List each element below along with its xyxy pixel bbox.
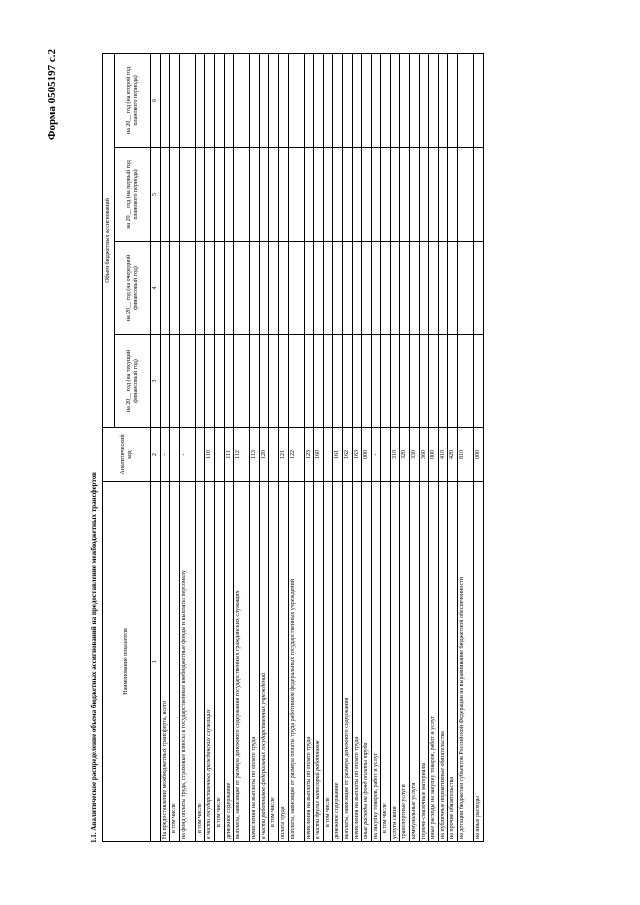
table-row [269, 53, 279, 841]
value-cell [179, 335, 195, 428]
value-cell [438, 53, 448, 147]
value-cell [352, 53, 362, 147]
value-cell [333, 335, 343, 428]
value-cell [160, 148, 170, 242]
row-name: на прочие обязательства [448, 482, 458, 842]
value-cell [205, 335, 215, 428]
value-cell [323, 335, 333, 428]
row-name: коммунальные услуги [410, 482, 420, 842]
value-cell [381, 53, 391, 147]
value-cell [352, 335, 362, 428]
value-cell [278, 53, 288, 147]
value-cell [448, 335, 458, 428]
table-row [342, 53, 352, 841]
table-row [429, 53, 439, 841]
value-cell [278, 148, 288, 242]
row-code: - [179, 428, 195, 482]
header-col5: на 20__ год (на первый год планового периода) [115, 148, 151, 242]
value-cell [304, 242, 314, 335]
row-name: услуги связи [390, 482, 400, 842]
table-row [352, 53, 362, 841]
column-number: 1 [151, 482, 161, 842]
row-name: на фонд оплаты труда, страховые взносы в государственные внебюджетные фонды и выплаты персоналу [179, 482, 195, 842]
value-cell [410, 53, 420, 147]
table-row [438, 53, 448, 841]
row-code: 000 [362, 428, 372, 482]
value-cell [179, 148, 195, 242]
value-cell [214, 53, 224, 147]
value-cell [288, 148, 304, 242]
row-code: 120 [259, 428, 269, 482]
value-cell [195, 335, 205, 428]
value-cell [381, 242, 391, 335]
row-code: 420 [448, 428, 458, 482]
header-name: Наименование показателя [103, 482, 151, 842]
value-cell [250, 53, 260, 147]
value-cell [342, 148, 352, 242]
row-code [195, 428, 205, 482]
value-cell [352, 148, 362, 242]
value-cell [400, 148, 410, 242]
table-row [214, 53, 224, 841]
row-name: в части государственных гражданских служащих [205, 482, 215, 842]
row-code: - [160, 428, 170, 482]
column-number: 2 [151, 428, 161, 482]
row-code: 810 [458, 428, 474, 482]
row-name: оплата труда [278, 482, 288, 842]
value-cell [458, 242, 474, 335]
value-cell [333, 53, 343, 147]
row-code: 330 [410, 428, 420, 482]
row-code: 111 [224, 428, 234, 482]
value-cell [160, 53, 170, 147]
row-name: На предоставление межбюджетных трансферта, всего [160, 482, 170, 842]
value-cell [259, 53, 269, 147]
row-name: денежное содержание [333, 482, 343, 842]
row-name: начисления на выплаты по оплате труда [250, 482, 260, 842]
row-code: 320 [400, 428, 410, 482]
value-cell [342, 53, 352, 147]
row-code: 360 [419, 428, 429, 482]
value-cell [288, 242, 304, 335]
value-cell [323, 148, 333, 242]
value-cell [429, 242, 439, 335]
value-cell [429, 53, 439, 147]
value-cell [234, 242, 250, 335]
table-row [205, 53, 215, 841]
table-row [195, 53, 205, 841]
value-cell [362, 148, 372, 242]
value-cell [269, 148, 279, 242]
value-cell [419, 242, 429, 335]
row-code: 123 [304, 428, 314, 482]
value-cell [448, 242, 458, 335]
value-cell [474, 335, 484, 428]
value-cell [438, 242, 448, 335]
row-code: - [371, 428, 381, 482]
value-cell [419, 53, 429, 147]
row-name: иные расходы на фонд оплаты труда [362, 482, 372, 842]
row-name: начисления на выплаты по оплате труда [352, 482, 362, 842]
row-name: выплаты, зависящие от размера оплаты труда работников федеральных государственных учреждений [288, 482, 304, 842]
row-name: в том числе [214, 482, 224, 842]
value-cell [288, 335, 304, 428]
table-body [160, 53, 483, 841]
value-cell [438, 335, 448, 428]
value-cell [333, 148, 343, 242]
row-name: в том числе [170, 482, 180, 842]
column-number: 6 [151, 53, 161, 147]
header-col4: на 20__ год (на очередной финансовый год) [115, 242, 151, 335]
value-cell [304, 53, 314, 147]
value-cell [352, 242, 362, 335]
value-cell [400, 53, 410, 147]
header-col6: на 20__ год (на второй год планового периода) [115, 53, 151, 147]
value-cell [333, 242, 343, 335]
row-name: в том числе [323, 482, 333, 842]
row-code: 112 [234, 428, 250, 482]
value-cell [429, 335, 439, 428]
value-cell [474, 242, 484, 335]
value-cell [214, 242, 224, 335]
row-code: 121 [278, 428, 288, 482]
value-cell [390, 242, 400, 335]
value-cell [278, 242, 288, 335]
row-code: 122 [288, 428, 304, 482]
value-cell [390, 148, 400, 242]
value-cell [314, 242, 324, 335]
table-row [259, 53, 269, 841]
value-cell [438, 148, 448, 242]
value-cell [250, 242, 260, 335]
row-code: 160 [314, 428, 324, 482]
value-cell [474, 148, 484, 242]
value-cell [160, 335, 170, 428]
table-row [160, 53, 170, 841]
row-code: 110 [205, 428, 215, 482]
row-code: 162 [342, 428, 352, 482]
value-cell [250, 335, 260, 428]
value-cell [214, 335, 224, 428]
value-cell [269, 242, 279, 335]
column-number: 3 [151, 335, 161, 428]
row-name: транспортные услуги [400, 482, 410, 842]
row-code [269, 428, 279, 482]
value-cell [323, 53, 333, 147]
row-name: в части работников федеральных государственных учреждений [259, 482, 269, 842]
value-cell [474, 53, 484, 147]
value-cell [224, 53, 234, 147]
value-cell [390, 335, 400, 428]
value-cell [362, 242, 372, 335]
row-code [381, 428, 391, 482]
value-cell [371, 242, 381, 335]
value-cell [234, 53, 250, 147]
row-code: 163 [352, 428, 362, 482]
value-cell [160, 242, 170, 335]
row-code: 113 [250, 428, 260, 482]
row-name: на дотации бюджетам субъектов Российской Федерации на выравнивание бюджетной обеспеченности [458, 482, 474, 842]
value-cell [400, 335, 410, 428]
allocation-table [102, 53, 484, 842]
value-cell [314, 148, 324, 242]
value-cell [259, 148, 269, 242]
value-cell [314, 53, 324, 147]
column-number: 4 [151, 242, 161, 335]
value-cell [170, 242, 180, 335]
value-cell [195, 242, 205, 335]
value-cell [400, 242, 410, 335]
row-code: 000 [474, 428, 484, 482]
row-name: иные расходы на закупку товаров, работ и услуг [429, 482, 439, 842]
table-row [224, 53, 234, 841]
value-cell [371, 148, 381, 242]
value-cell [448, 148, 458, 242]
value-cell [179, 53, 195, 147]
value-cell [371, 53, 381, 147]
table-row [170, 53, 180, 841]
table-row [400, 53, 410, 841]
form-code: Форма 0505197 с.2 [46, 49, 58, 140]
row-name: горюче-смазочные материалы [419, 482, 429, 842]
row-code: 410 [438, 428, 448, 482]
table-row [288, 53, 304, 841]
table-row [448, 53, 458, 841]
value-cell [170, 335, 180, 428]
column-number: 5 [151, 148, 161, 242]
value-cell [288, 53, 304, 147]
value-cell [224, 335, 234, 428]
value-cell [259, 335, 269, 428]
value-cell [234, 148, 250, 242]
header-col3: на 20__ год (на текущий финансовый год) [115, 335, 151, 428]
value-cell [458, 335, 474, 428]
value-cell [304, 335, 314, 428]
value-cell [323, 242, 333, 335]
value-cell [205, 148, 215, 242]
row-name: денежное содержание [224, 482, 234, 842]
table-row [234, 53, 250, 841]
table-row [179, 53, 195, 841]
value-cell [381, 335, 391, 428]
table-row [390, 53, 400, 841]
row-name: на публичные нормативные обязательства [438, 482, 448, 842]
value-cell [195, 148, 205, 242]
value-cell [224, 242, 234, 335]
row-name: в том числе [381, 482, 391, 842]
value-cell [458, 53, 474, 147]
value-cell [250, 148, 260, 242]
value-cell [390, 53, 400, 147]
row-code [323, 428, 333, 482]
value-cell [195, 53, 205, 147]
row-name: выплаты, зависящие от размера денежного содержания [342, 482, 352, 842]
value-cell [205, 53, 215, 147]
value-cell [278, 335, 288, 428]
value-cell [179, 242, 195, 335]
row-name: на иные расходы [474, 482, 484, 842]
value-cell [304, 148, 314, 242]
value-cell [170, 148, 180, 242]
value-cell [214, 148, 224, 242]
table-row [314, 53, 324, 841]
row-name: на закупку товаров, работ и услуг [371, 482, 381, 842]
value-cell [429, 148, 439, 242]
table-row [474, 53, 484, 841]
row-name: в части других категорий работников [314, 482, 324, 842]
row-code: 310 [390, 428, 400, 482]
value-cell [269, 53, 279, 147]
header-volume-group: Объем бюджетных ассигнований [103, 53, 115, 427]
value-cell [205, 242, 215, 335]
value-cell [419, 148, 429, 242]
row-name: в том числе [269, 482, 279, 842]
value-cell [410, 148, 420, 242]
table-row [333, 53, 343, 841]
row-name: в том числе [195, 482, 205, 842]
table-row [371, 53, 381, 841]
table-row [381, 53, 391, 841]
value-cell [458, 148, 474, 242]
value-cell [259, 242, 269, 335]
row-code: 161 [333, 428, 343, 482]
table-row [278, 53, 288, 841]
value-cell [170, 53, 180, 147]
table-row [458, 53, 474, 841]
table-row [419, 53, 429, 841]
table-row [304, 53, 314, 841]
section-title: 1.1. Аналитическое распределение объема бюджетных ассигнований на предоставление межбюджетных трансфертов [90, 472, 98, 843]
value-cell [224, 148, 234, 242]
value-cell [234, 335, 250, 428]
value-cell [419, 335, 429, 428]
value-cell [381, 148, 391, 242]
table-row [323, 53, 333, 841]
row-code: 000 [429, 428, 439, 482]
table-row [250, 53, 260, 841]
value-cell [410, 242, 420, 335]
value-cell [410, 335, 420, 428]
value-cell [448, 53, 458, 147]
value-cell [342, 335, 352, 428]
row-code [170, 428, 180, 482]
value-cell [342, 242, 352, 335]
value-cell [371, 335, 381, 428]
table-row [410, 53, 420, 841]
header-code: Аналитический код [103, 428, 151, 482]
row-name: начисления на выплаты по оплате труда [304, 482, 314, 842]
value-cell [269, 335, 279, 428]
table-row [362, 53, 372, 841]
value-cell [362, 335, 372, 428]
row-name: выплаты, зависящие от размера денежного содержания государственных гражданских служащих [234, 482, 250, 842]
value-cell [314, 335, 324, 428]
value-cell [362, 53, 372, 147]
row-code [214, 428, 224, 482]
